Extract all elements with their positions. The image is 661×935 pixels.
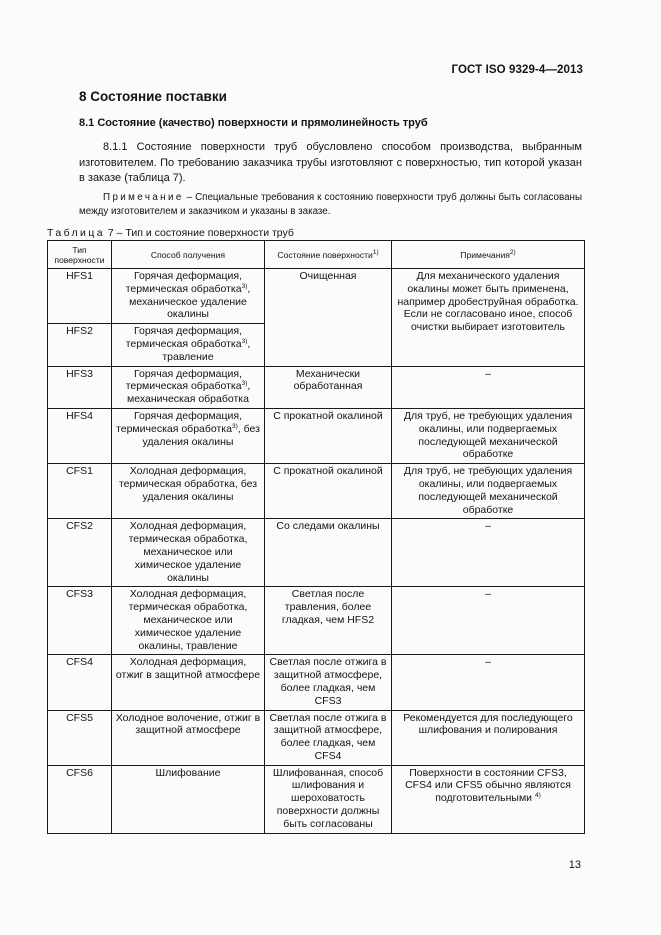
cell-method-text: Горячая деформация, термическая обработка [125, 270, 242, 295]
footnote-ref: 3) [241, 337, 248, 345]
table-caption-text: 7 – Тип и состояние поверхности труб [104, 227, 294, 239]
footnote-ref: 1) [372, 248, 379, 256]
subsection-title: 8.1 Состояние (качество) поверхности и прямолинейность труб [79, 117, 428, 129]
table-row [48, 269, 585, 324]
header-notes [392, 241, 585, 269]
cell-method-text: , травление [162, 337, 251, 363]
table-row [48, 366, 585, 408]
cell-note: – [392, 519, 585, 587]
cell-method-text: Горячая деформация, термическая обработка [125, 325, 242, 350]
table-row [48, 765, 585, 833]
cell-note: Рекомендуется для последующего шлифования и полирования [392, 710, 585, 765]
table-row [48, 587, 585, 655]
cell-note-text: Поверхности в состоянии CFS3, CFS4 или CFS5 обычно являются подготовительными [405, 766, 571, 805]
cell-state: Очищенная [265, 269, 392, 367]
cell-method: Холодная деформация, термическая обработка, механическое или химическое удаление окалины, травление [112, 587, 265, 655]
cell-type: CFS5 [48, 710, 112, 765]
cell-type: HFS1 [48, 269, 112, 324]
cell-type: CFS3 [48, 587, 112, 655]
cell-method [112, 269, 265, 324]
cell-method: Холодная деформация, отжиг в защитной атмосфере [112, 655, 265, 710]
footnote-ref: 3) [241, 282, 248, 290]
cell-method-text: , механическое удаление окалины [129, 282, 251, 321]
table-caption-label: Таблица [47, 227, 105, 239]
cell-note: – [392, 587, 585, 655]
cell-state: Светлая после отжига в защитной атмосфере, более гладкая, чем CFS4 [265, 710, 392, 765]
surface-types-table [47, 240, 585, 834]
cell-method: Шлифование [112, 765, 265, 833]
paragraph-8-1-1: 8.1.1 Состояние поверхности труб обусловлено способом производства, выбранным изготовителем. По требованию заказчика трубы изготовляют с поверхностью, тип которой указан в заказе (таблица 7). [79, 141, 582, 184]
table-caption [47, 227, 294, 239]
cell-method [112, 408, 265, 463]
cell-type: HFS3 [48, 366, 112, 408]
cell-type: HFS2 [48, 324, 112, 366]
footnote-ref: 3) [241, 380, 248, 388]
cell-method-text: , без удаления окалины [142, 422, 260, 448]
note-label: Примечание [103, 192, 184, 203]
table-row [48, 408, 585, 463]
cell-state: С прокатной окалиной [265, 408, 392, 463]
cell-method-text: Горячая деформация, термическая обработка [116, 409, 242, 435]
cell-note: – [392, 655, 585, 710]
cell-method [112, 366, 265, 408]
header-state-text: Состояние поверхности [277, 249, 373, 260]
cell-state: Шлифованная, способ шлифования и шероховатость поверхности должны быть согласованы [265, 765, 392, 833]
cell-note: Для труб, не требующих удаления окалины, или подвергаемых последующей механической обработке [392, 464, 585, 519]
cell-state: Механически обработанная [265, 366, 392, 408]
cell-note [392, 765, 585, 833]
header-notes-text: Примечания [460, 249, 510, 260]
cell-method [112, 324, 265, 366]
footnote-ref: 2) [509, 248, 516, 256]
table-row [48, 655, 585, 710]
standard-code: ГОСТ ISO 9329-4—2013 [451, 64, 583, 76]
header-type: Тип поверхности [48, 241, 112, 269]
cell-type: CFS2 [48, 519, 112, 587]
cell-note: Для труб, не требующих удаления окалины, или подвергаемых последующей механической обработке [392, 408, 585, 463]
cell-state: Светлая после травления, более гладкая, чем HFS2 [265, 587, 392, 655]
cell-state: С прокатной окалиной [265, 464, 392, 519]
cell-state: Со следами окалины [265, 519, 392, 587]
table-row [48, 519, 585, 587]
header-state [265, 241, 392, 269]
cell-method: Холодная деформация, термическая обработка, без удаления окалины [112, 464, 265, 519]
section-title: 8 Состояние поставки [79, 89, 227, 104]
page-number: 13 [568, 859, 581, 871]
table-header-row [48, 241, 585, 269]
cell-state: Светлая после отжига в защитной атмосфере, более гладкая, чем CFS3 [265, 655, 392, 710]
cell-type: HFS4 [48, 408, 112, 463]
cell-method: Холодное волочение, отжиг в защитной атмосфере [112, 710, 265, 765]
note-text: – Специальные требования к состоянию поверхности труб должны быть согласованы между изготовителем и заказчиком и указаны в заказе. [79, 192, 582, 217]
cell-type: CFS6 [48, 765, 112, 833]
cell-type: CFS1 [48, 464, 112, 519]
footnote-ref: 3) [231, 422, 238, 430]
cell-type: CFS4 [48, 655, 112, 710]
header-method: Способ получения [112, 241, 265, 269]
footnote-ref: 4) [534, 792, 541, 800]
table-row [48, 464, 585, 519]
cell-note: Для механического удаления окалины может быть применена, например дробеструйная обработка. Если не согласовано иное, способ очистки выбирает изготовитель [392, 269, 585, 367]
cell-note: – [392, 366, 585, 408]
table-row [48, 710, 585, 765]
cell-method-text: Горячая деформация, термическая обработка [125, 367, 242, 393]
cell-method: Холодная деформация, термическая обработка, механическое или химическое удаление окалины [112, 519, 265, 587]
cell-method-text: , механическая обработка [127, 380, 251, 406]
note [79, 191, 582, 219]
